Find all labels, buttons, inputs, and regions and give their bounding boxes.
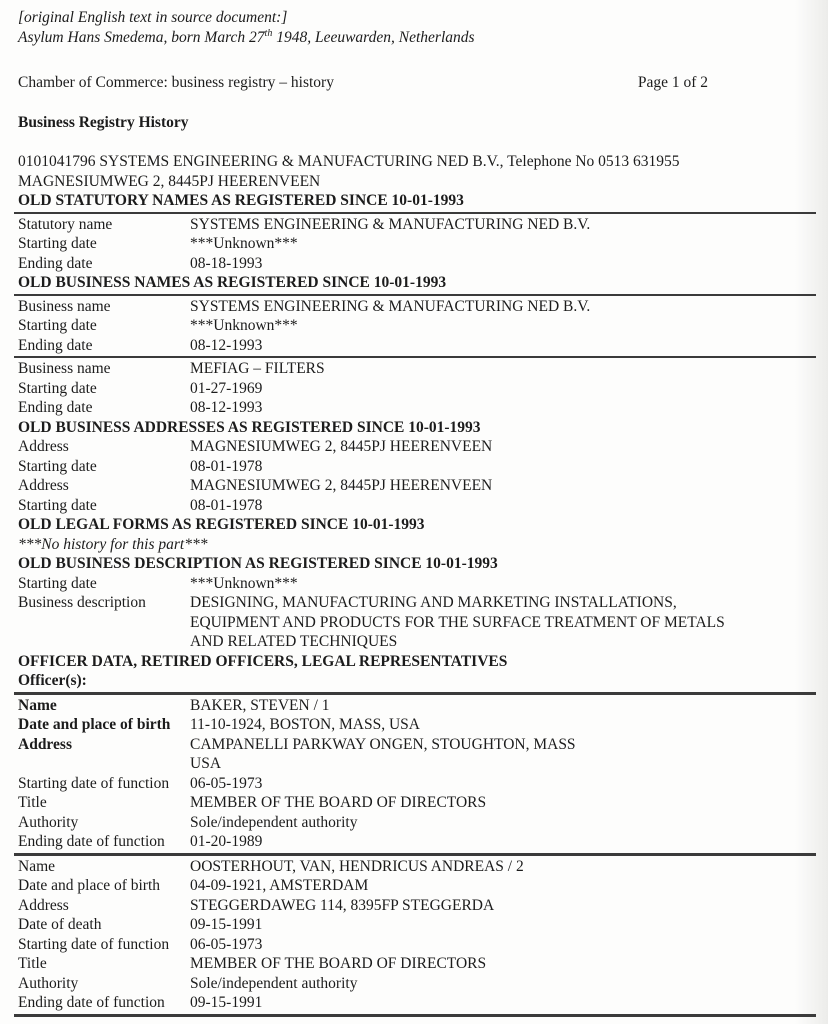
field-label: Address	[18, 735, 72, 753]
field-label: Address	[18, 477, 69, 494]
translator-note	[18, 8, 812, 47]
birth-note-text-tail: 1948, Leeuwarden, Netherlands	[272, 28, 475, 46]
field-value: Sole/independent authority	[190, 974, 358, 992]
company-info-line1: 0101041796 SYSTEMS ENGINEERING & MANUFACTURING NED B.V., Telephone No 0513 631955	[18, 153, 680, 170]
record-row	[18, 993, 812, 1013]
company-info	[18, 152, 812, 191]
section-divider	[14, 212, 816, 214]
field-value: 09-15-1991	[190, 994, 263, 1011]
no-history-note: ***No history for this part***	[18, 535, 208, 553]
record-row	[18, 876, 812, 896]
field-label: Statutory name	[18, 215, 113, 233]
field-value: STEGGERDAWEG 114, 8395FP STEGGERDA	[190, 896, 495, 914]
field-value: 11-10-1924, BOSTON, MASS, USA	[190, 716, 420, 733]
field-label: Address	[18, 438, 69, 455]
field-value: MAGNESIUMWEG 2, 8445PJ HEERENVEEN	[190, 438, 493, 455]
field-value: ***Unknown***	[190, 317, 298, 334]
field-value: BAKER, STEVEN / 1	[190, 696, 330, 714]
field-label: Title	[18, 794, 47, 811]
record-row	[18, 832, 812, 852]
field-label: Name	[18, 696, 57, 714]
officer-record-1	[18, 696, 812, 852]
record-row	[18, 254, 812, 274]
ordinal-superscript: th	[264, 27, 273, 39]
field-label: Starting date of function	[18, 774, 170, 792]
field-value: Sole/independent authority	[190, 813, 358, 831]
section-divider	[14, 692, 816, 695]
page-number: Page 1 of 2	[637, 74, 708, 91]
field-value: ***Unknown***	[190, 235, 298, 252]
record-row	[18, 476, 812, 496]
record-row	[18, 915, 812, 935]
field-label: Ending date of function	[18, 833, 165, 850]
record-row	[18, 696, 812, 716]
legal-forms-heading: OLD LEGAL FORMS AS REGISTERED SINCE 10-01-1993	[18, 516, 425, 533]
field-value: 06-05-1973	[190, 935, 263, 953]
field-value: 01-20-1989	[190, 833, 263, 850]
field-value: MAGNESIUMWEG 2, 8445PJ HEERENVEEN	[190, 477, 493, 494]
field-value: ***Unknown***	[190, 574, 298, 592]
record-row	[18, 359, 812, 379]
field-label: Business name	[18, 297, 111, 315]
field-value: 06-05-1973	[190, 774, 263, 792]
description-line1: DESIGNING, MANUFACTURING AND MARKETING INSTALLATIONS,	[190, 594, 677, 611]
field-label: Date of death	[18, 916, 102, 933]
field-value-multiline	[190, 735, 812, 774]
officers-subheading: Officer(s):	[18, 672, 87, 689]
business-description-heading: OLD BUSINESS DESCRIPTION AS REGISTERED SINCE 10-01-1993	[18, 555, 498, 572]
record-row	[18, 437, 812, 457]
record-divider	[14, 356, 816, 358]
record-row	[18, 316, 812, 336]
field-label: Ending date	[18, 399, 93, 416]
record-row	[18, 735, 812, 774]
company-info-line2: MAGNESIUMWEG 2, 8445PJ HEERENVEEN	[18, 172, 321, 190]
bottom-divider	[14, 1014, 816, 1017]
field-label: Starting date	[18, 574, 97, 592]
field-label: Business description	[18, 594, 146, 611]
record-row	[18, 457, 812, 477]
officer-record-2	[18, 857, 812, 1013]
field-value: 08-12-1993	[190, 399, 263, 416]
field-value: 01-27-1969	[190, 379, 263, 397]
chamber-header-title: Chamber of Commerce: business registry – history	[18, 74, 334, 91]
translator-note-line1: [original English text in source document:]	[18, 9, 288, 26]
record-row	[18, 935, 812, 955]
field-label: Ending date of function	[18, 994, 165, 1011]
field-label: Title	[18, 955, 47, 972]
field-label: Authority	[18, 974, 79, 992]
record-row	[18, 234, 812, 254]
record-row	[18, 336, 812, 356]
description-line3: AND RELATED TECHNIQUES	[190, 633, 398, 650]
address-line1: CAMPANELLI PARKWAY ONGEN, STOUGHTON, MASS	[190, 735, 576, 753]
field-label: Starting date	[18, 496, 97, 514]
statutory-names-heading: OLD STATUTORY NAMES AS REGISTERED SINCE 10-01-1993	[18, 192, 464, 209]
field-value: 08-12-1993	[190, 336, 263, 354]
field-value: OOSTERHOUT, VAN, HENDRICUS ANDREAS / 2	[190, 857, 524, 875]
field-value: SYSTEMS ENGINEERING & MANUFACTURING NED B.V.	[190, 215, 591, 233]
record-row	[18, 715, 812, 735]
birth-note-text: Asylum Hans Smedema, born March 27	[18, 28, 265, 46]
field-value: 04-09-1921, AMSTERDAM	[190, 877, 369, 894]
field-value: MEFIAG – FILTERS	[190, 360, 325, 377]
record-row	[18, 297, 812, 317]
field-value: SYSTEMS ENGINEERING & MANUFACTURING NED B.V.	[190, 297, 591, 315]
section-divider	[14, 294, 816, 296]
document-title: Business Registry History	[18, 113, 189, 131]
field-value-multiline	[190, 593, 812, 652]
record-row	[18, 215, 812, 235]
officer-data-heading: OFFICER DATA, RETIRED OFFICERS, LEGAL REPRESENTATIVES	[18, 652, 508, 670]
field-label: Ending date	[18, 254, 93, 272]
translator-note-line2	[18, 28, 812, 48]
field-value: MEMBER OF THE BOARD OF DIRECTORS	[190, 955, 487, 972]
business-names-heading: OLD BUSINESS NAMES AS REGISTERED SINCE 10-01-1993	[18, 274, 447, 291]
field-label: Starting date	[18, 379, 97, 397]
record-row	[18, 593, 812, 652]
field-label: Authority	[18, 813, 79, 831]
field-label: Starting date	[18, 235, 97, 252]
record-row	[18, 896, 812, 916]
field-label: Ending date	[18, 336, 93, 354]
record-row	[18, 857, 812, 877]
field-label: Date and place of birth	[18, 877, 161, 894]
field-label: Address	[18, 896, 69, 914]
field-label: Starting date	[18, 457, 97, 475]
field-value: MEMBER OF THE BOARD OF DIRECTORS	[190, 794, 487, 811]
field-label: Name	[18, 857, 56, 875]
record-row	[18, 793, 812, 813]
field-value: 08-01-1978	[190, 496, 263, 514]
address-line2: USA	[190, 755, 222, 772]
record-row	[18, 379, 812, 399]
field-label: Business name	[18, 360, 111, 377]
record-row	[18, 974, 812, 994]
record-row	[18, 813, 812, 833]
document-header	[18, 73, 812, 93]
description-line2: EQUIPMENT AND PRODUCTS FOR THE SURFACE TREATMENT OF METALS	[190, 613, 725, 631]
record-row	[18, 954, 812, 974]
record-row	[18, 574, 812, 594]
field-label: Starting date of function	[18, 935, 170, 953]
business-addresses-heading: OLD BUSINESS ADDRESSES AS REGISTERED SINCE 10-01-1993	[18, 418, 481, 436]
field-label: Starting date	[18, 317, 97, 334]
record-row	[18, 398, 812, 418]
field-value: 08-01-1978	[190, 457, 263, 475]
record-row	[18, 496, 812, 516]
field-value: 08-18-1993	[190, 254, 263, 272]
field-label: Date and place of birth	[18, 716, 171, 733]
record-divider	[14, 853, 816, 856]
record-row	[18, 774, 812, 794]
field-value: 09-15-1991	[190, 916, 263, 933]
